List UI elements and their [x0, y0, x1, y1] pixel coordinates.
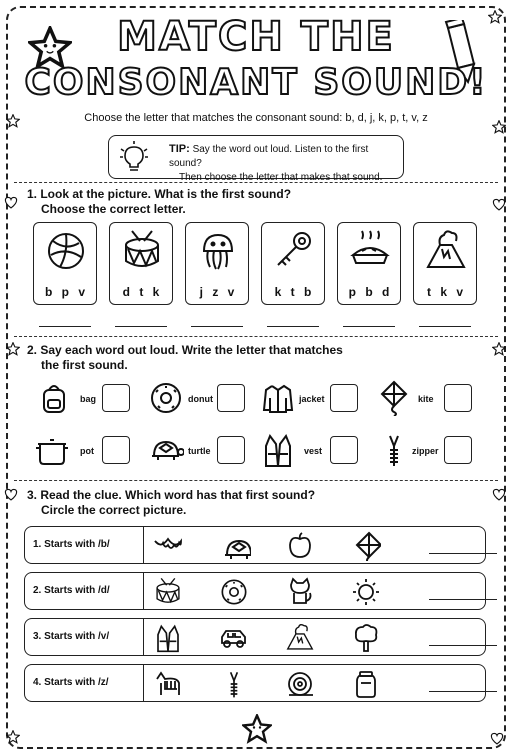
section1-heading	[27, 187, 291, 217]
clue-row	[24, 664, 486, 702]
zipper-icon	[376, 432, 412, 468]
donut-icon	[148, 380, 184, 416]
answer-box[interactable]	[330, 384, 358, 412]
jar-icon[interactable]	[351, 669, 381, 699]
answer-box[interactable]	[444, 436, 472, 464]
letter-choices[interactable]: t k v	[426, 285, 463, 299]
answer-box[interactable]	[217, 384, 245, 412]
word-label: vest	[304, 446, 323, 456]
clue-label: 2. Starts with /d/	[33, 585, 110, 596]
word-label: donut	[188, 394, 213, 404]
clue-label: 3. Starts with /v/	[33, 631, 110, 642]
answer-box[interactable]	[102, 436, 130, 464]
clue-label: 1. Starts with /b/	[33, 539, 110, 550]
heart-icon	[492, 198, 506, 212]
row-separator	[143, 665, 144, 701]
word-label: pot	[80, 446, 94, 456]
picture-card-pie[interactable]	[337, 222, 401, 305]
instructions: Choose the letter that matches the consonant sound: b, d, j, k, p, t, v, z	[84, 112, 428, 124]
row-separator	[143, 619, 144, 655]
tip-line2: Then choose the letter that makes that sound.	[179, 172, 383, 183]
tip-label: TIP:	[169, 143, 190, 155]
ball-icon	[44, 229, 88, 273]
section-divider	[14, 336, 498, 337]
heart-icon	[4, 488, 18, 502]
section-divider	[14, 182, 498, 183]
section3-subtitle: Circle the correct picture.	[41, 503, 187, 517]
volcano-icon[interactable]	[285, 623, 315, 653]
word-label: kite	[418, 394, 434, 404]
answer-line[interactable]	[429, 645, 497, 646]
section3-title: 3. Read the clue. Which word has that first sound?	[27, 488, 316, 502]
row-separator	[143, 527, 144, 563]
answer-line[interactable]	[39, 326, 91, 327]
zebra-icon[interactable]	[153, 669, 183, 699]
answer-line[interactable]	[429, 691, 497, 692]
answer-line[interactable]	[343, 326, 395, 327]
heart-icon	[4, 196, 18, 210]
worksheet-title-line2: CONSONANT SOUND!	[24, 62, 488, 103]
star-icon	[492, 342, 506, 356]
pie-icon	[348, 229, 392, 273]
turtle-icon[interactable]	[221, 531, 251, 561]
apple-icon[interactable]	[285, 531, 315, 561]
section1-subtitle: Choose the correct letter.	[41, 202, 186, 216]
vest-icon	[260, 432, 296, 468]
section2-title: 2. Say each word out loud. Write the letter that matches	[27, 343, 343, 357]
answer-line[interactable]	[429, 553, 497, 554]
car-icon[interactable]	[219, 623, 249, 653]
answer-line[interactable]	[429, 599, 497, 600]
zipper-icon[interactable]	[219, 669, 249, 699]
letter-choices[interactable]: j z v	[199, 285, 235, 299]
heart-icon	[490, 732, 504, 746]
section3-heading	[27, 488, 315, 518]
tip-box	[108, 135, 404, 183]
star-icon	[6, 730, 20, 744]
turtle-icon	[148, 432, 184, 468]
heart-icon	[492, 488, 506, 502]
answer-box[interactable]	[217, 436, 245, 464]
picture-card-jellyfish[interactable]	[185, 222, 249, 305]
word-label: jacket	[299, 394, 325, 404]
key-icon	[272, 229, 316, 273]
worksheet-title-line1: MATCH THE	[117, 14, 395, 60]
letter-choices[interactable]: p b d	[348, 285, 390, 299]
picture-card-ball[interactable]	[33, 222, 97, 305]
star-mascot-icon	[242, 714, 272, 744]
answer-line[interactable]	[267, 326, 319, 327]
answer-line[interactable]	[419, 326, 471, 327]
word-label: zipper	[412, 446, 439, 456]
kite-icon[interactable]	[351, 531, 381, 561]
cat-icon[interactable]	[285, 577, 315, 607]
drum-icon[interactable]	[153, 577, 183, 607]
jellyfish-icon	[196, 229, 240, 273]
answer-box[interactable]	[444, 384, 472, 412]
picture-card-volcano[interactable]	[413, 222, 477, 305]
clue-row	[24, 526, 486, 564]
word-label: turtle	[188, 446, 211, 456]
answer-line[interactable]	[191, 326, 243, 327]
lightbulb-icon	[119, 141, 149, 173]
star-icon	[6, 342, 20, 356]
tip-line1: Say the word out loud. Listen to the first sound?	[169, 144, 369, 169]
sun-icon[interactable]	[351, 577, 381, 607]
clue-label: 4. Starts with /z/	[33, 677, 109, 688]
picture-card-drum[interactable]	[109, 222, 173, 305]
jacket-icon	[260, 380, 296, 416]
kite-icon	[376, 380, 412, 416]
letter-choices[interactable]: d t k	[122, 285, 160, 299]
vest-icon[interactable]	[153, 623, 183, 653]
bat-icon[interactable]	[153, 531, 183, 561]
word-label: bag	[80, 394, 97, 404]
answer-line[interactable]	[115, 326, 167, 327]
donut-icon[interactable]	[219, 577, 249, 607]
answer-box[interactable]	[330, 436, 358, 464]
section1-title: 1. Look at the picture. What is the first sound?	[27, 187, 292, 201]
picture-card-key[interactable]	[261, 222, 325, 305]
volcano-icon	[424, 229, 468, 273]
section-divider	[14, 480, 498, 481]
yarn-icon[interactable]	[285, 669, 315, 699]
letter-choices[interactable]: k t b	[274, 285, 312, 299]
answer-box[interactable]	[102, 384, 130, 412]
clue-row	[24, 572, 486, 610]
clue-row	[24, 618, 486, 656]
pot-icon	[34, 432, 70, 468]
section2-subtitle: the first sound.	[41, 358, 128, 372]
section2-heading	[27, 343, 343, 373]
letter-choices[interactable]: b p v	[44, 285, 85, 299]
bag-icon	[36, 380, 72, 416]
row-separator	[143, 573, 144, 609]
tree-icon[interactable]	[351, 623, 381, 653]
drum-icon	[120, 229, 164, 273]
